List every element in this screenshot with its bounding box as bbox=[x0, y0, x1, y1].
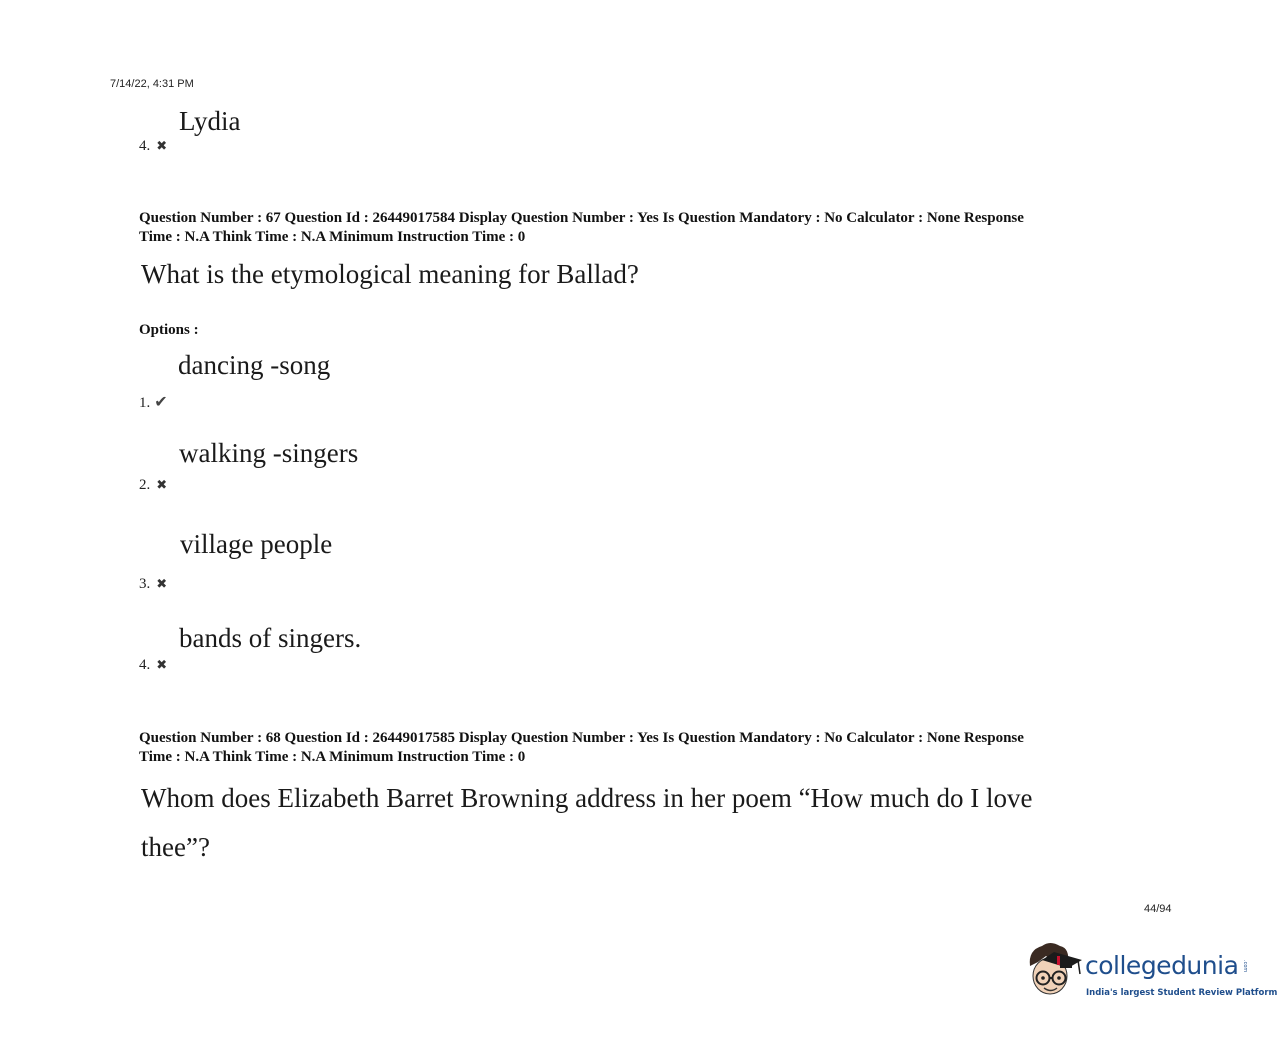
option-text-2: walking -singers bbox=[179, 438, 359, 468]
question-67-text: What is the etymological meaning for Ballad? bbox=[141, 259, 639, 289]
options-label: Options : bbox=[139, 322, 199, 338]
print-timestamp: 7/14/22, 4:31 PM bbox=[110, 78, 194, 90]
logo-tagline: India's largest Student Review Platform bbox=[1086, 988, 1278, 998]
cross-icon: ✖ bbox=[156, 138, 168, 153]
logo-wordmark: collegedunia bbox=[1085, 951, 1239, 980]
option-text-1: dancing -song bbox=[178, 350, 331, 380]
option-number-4: 4. ✖ bbox=[139, 657, 168, 673]
logo-suffix: .com bbox=[1242, 960, 1248, 973]
page-number: 44/94 bbox=[1144, 903, 1172, 915]
question-68-meta: Question Number : 68 Question Id : 26449017585 Display Question Number : Yes Is Question Mandatory : No Calculator : None Response Time : N.A Think Time : N.A Minimum Instruction Time : 0 bbox=[139, 730, 1024, 765]
mascot-icon bbox=[1024, 938, 1086, 1010]
option-number-3: 3. ✖ bbox=[139, 576, 168, 592]
cross-icon: ✖ bbox=[156, 576, 168, 591]
option-number-1: 1. ✔ bbox=[139, 394, 168, 411]
option-text-4: bands of singers. bbox=[179, 623, 362, 653]
option-text-3: village people bbox=[180, 529, 333, 559]
option-text-prev-4: Lydia bbox=[179, 106, 241, 136]
option-number-prev-4: 4. ✖ bbox=[139, 138, 168, 154]
option-number-2: 2. ✖ bbox=[139, 477, 168, 493]
check-icon: ✔ bbox=[154, 394, 168, 411]
question-68-text-line2: thee”? bbox=[141, 832, 210, 862]
question-67-meta: Question Number : 67 Question Id : 26449017584 Display Question Number : Yes Is Question Mandatory : No Calculator : None Response Time : N.A Think Time : N.A Minimum Instruction Time : 0 bbox=[139, 210, 1024, 245]
question-68-text-line1: Whom does Elizabeth Barret Browning address in her poem “How much do I love bbox=[141, 783, 1033, 813]
cross-icon: ✖ bbox=[156, 477, 168, 492]
cross-icon: ✖ bbox=[156, 657, 168, 672]
